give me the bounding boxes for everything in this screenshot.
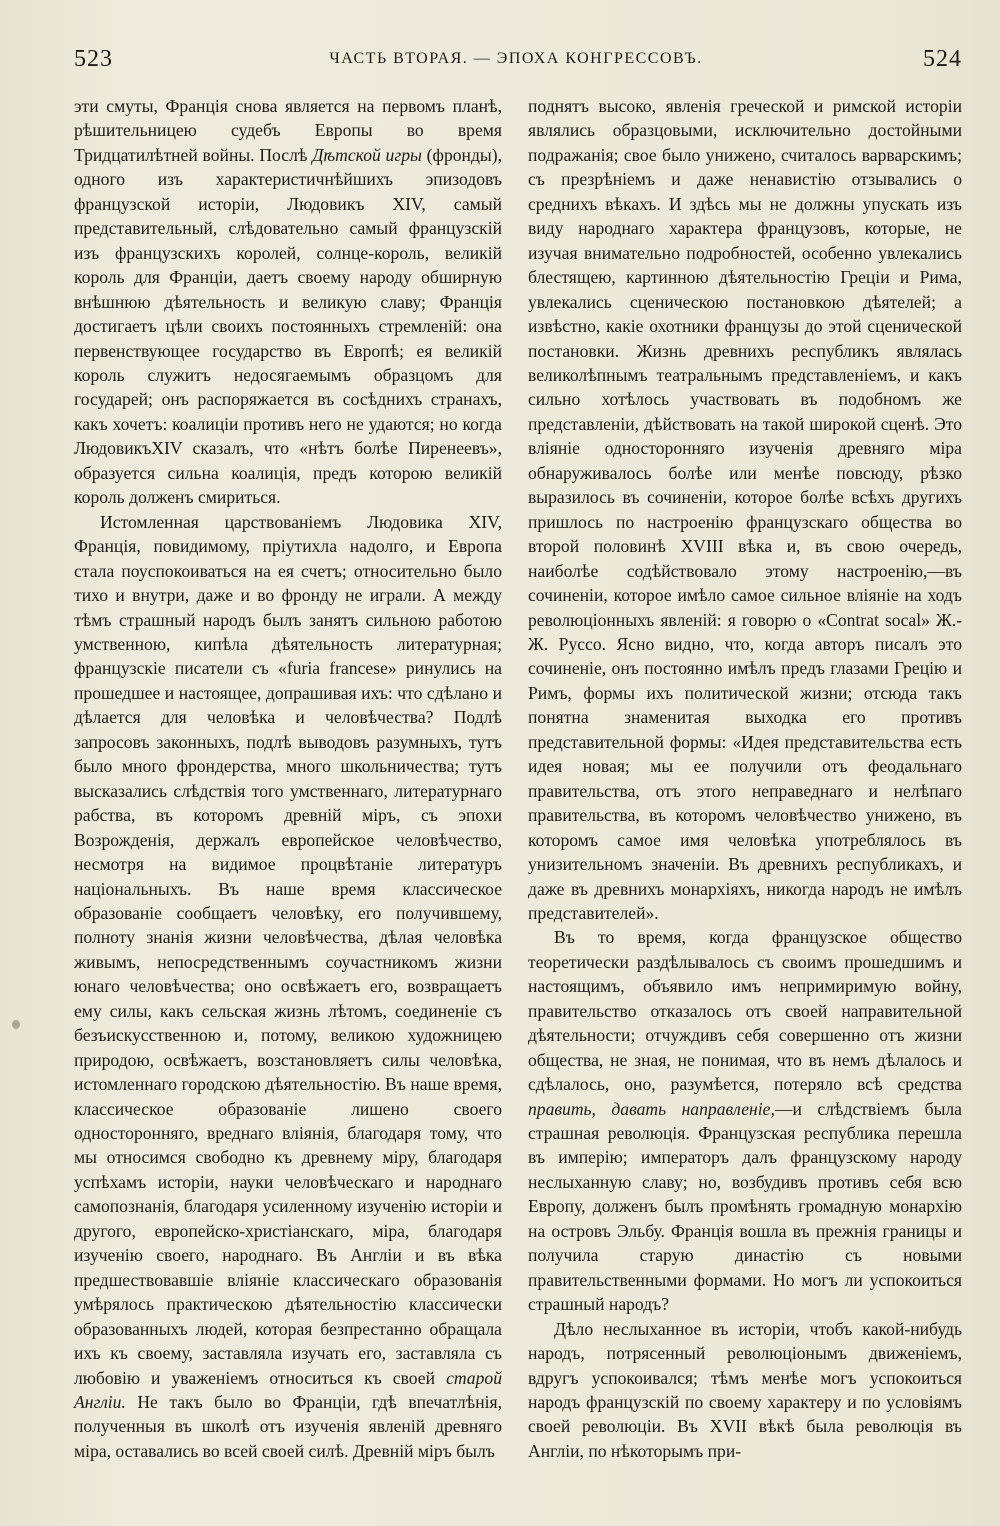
left-p2-text-a: Истомленная царствованіемъ Людовика XIV, Франція, повидимому, пріутихла надолго, и Европа стала поуспокоиваться на ея счетъ; относительно было тихо и внутри, даже и во фронду не играли. А между тѣмъ страшный народъ былъ занятъ сильною работою умственною, кипѣла дѣятельность литературная; французскіе писатели съ «furia francese» ринулись на прошедшее и настоящее, допрашивая ихъ: что сдѣлано и дѣлается для человѣка и человѣчества? Подлѣ запросовъ законныхъ, подлѣ выводовъ разумныхъ, тутъ было много фрондерства, много школьничества; тутъ высказались слѣдствія того умственнаго, литературнаго рабства, въ которомъ древній міръ, съ эпохи Возрожденія, держалъ европейское человѣчество, несмотря на видимое процвѣтаніе литературъ національныхъ. Въ наше время классическое образованіе сообщаетъ человѣку, его получившему, полноту знанія жизни человѣчества, дѣлая человѣка живымъ, непосредственнымъ соучастникомъ жизни юнаго человѣчества; оно освѣжаетъ его, возвращаетъ ему силы, какъ сельская жизнь лѣтомъ, соединеніе съ безъискусственною и, потому, великою художницею природою, освѣжаетъ, возстановляетъ силы человѣка, истомленнаго городскою дѣятельностію. Въ наше время, классическое образованіе лишено своего односторонняго, вреднаго вліянія, благодаря тому, что мы относимся свободно къ древнему міру, благодаря успѣхамъ исторіи, науки человѣческаго и народнаго самопознанія, благодаря усиленному изученію исторіи и другого, европейско-христіанскаго, міра, благодаря изученію своего, народнаго. Въ Англіи и въ вѣка предшествовавшіе вліяніе классическаго образованія умѣрялось практическою дѣятельностію классически образованныхъ людей, которая безпрестанно обращала ихъ къ своему, заставляла изучать его, заставляла съ любовію и уваженіемъ относиться къ своей — [74, 511, 502, 1388]
left-p1-text-a: эти смуты, Франція снова является на первомъ планѣ, рѣшительницею судебъ Европы во время Тридцатилѣтней войны. Послѣ — [74, 96, 502, 165]
left-page-number: 523 — [74, 46, 113, 72]
left-paragraph-2 — [74, 510, 502, 1464]
paper-spot — [12, 1020, 20, 1029]
right-p2-text-b: —и слѣдствіемъ была страшная революція. Французская республика перешла въ имперію; императоръ далъ французскому народу неслыханную славу; но, возбудивъ противъ себя всю Европу, долженъ былъ промѣнять громадную монархію на островъ Эльбу. Франція вошла въ прежнія границы и получила старую династію съ новыми правительственными формами. Но могъ ли успокоиться страшный народъ? — [528, 1098, 962, 1315]
right-page-number: 524 — [923, 46, 962, 72]
left-p1-text-b: (фронды), одного изъ характеристичнѣйшихъ эпизодовъ французской исторіи, Людовикъ XIV, самый представительный, слѣдовательно самый французскій изъ французскихъ королей, солнце-король, великій король для Франціи, даетъ своему народу обширную внѣшнюю дѣятельность и великую славу; Франція достигаетъ цѣли своихъ постоянныхъ стремленій: она первенствующее государство въ Европѣ; ея великій король служитъ недосягаемымъ образцомъ для государей; онъ распоряжается въ сосѣднихъ странахъ, какъ хочетъ: коалиціи противъ него не удаются; но когда ЛюдовикъXIV сказалъ, что «нѣтъ болѣе Пиренеевъ», образуется сильна коалиція, предъ которою великій король долженъ смириться. — [74, 144, 502, 508]
left-column — [74, 94, 502, 1463]
right-column — [528, 94, 962, 1463]
left-paragraph-1 — [74, 94, 502, 510]
right-paragraph-2 — [528, 925, 962, 1316]
page-header — [70, 46, 962, 86]
right-paragraph-1: поднятъ высоко, явленія греческой и римской исторіи являлись образцовыми, исключительно достойными подражанія; свое было унижено, считалось варварскимъ; съ презрѣніемъ и даже ненавистію отзывались о среднихъ вѣкахъ. И здѣсь мы не должны упускать изъ виду народнаго характера французовъ, которые, не изучая внимательно подробностей, особенно увлекались блестящею, картинною дѣятельностію Греціи и Рима, увлекались сценическою постановкою дѣятелей; а извѣстно, какіе охотники французы до этой сценической постановки. Жизнь древнихъ республикъ являлась великолѣпнымъ театральнымъ представленіемъ, и какъ сильно хотѣлось участвовать въ подобномъ же представленіи, дѣйствовать на такой широкой сценѣ. Это вліяніе односторонняго изученія древняго міра обнаруживалось болѣе или менѣе повсюду, рѣзко выразилось въ сочиненіи, которое болѣе всѣхъ другихъ пришлось по настроенію французскаго общества во второй половинѣ XVIII вѣка и, въ свою очередь, наиболѣе содѣйствовало этому настроенію,—въ сочиненіи, которое имѣло самое сильное вліяніе на ходъ революціонныхъ явленій: я говорю о «Contrat socal» Ж.-Ж. Руссо. Ясно видно, что, когда авторъ писалъ это сочиненіе, онъ постоянно имѣлъ предъ глазами Грецію и Римъ, формы ихъ политической жизни; отсюда такъ понятна знаменитая выходка его противъ представительной формы: «Идея представительства есть идея новая; мы ее получили отъ феодальнаго правительства, отъ этого неправеднаго и нелѣпаго правительства, въ которомъ человѣчество унижено, въ которомъ самое имя человѣка употреблялось въ унизительномъ значеніи. Въ древнихъ республикахъ, и даже въ древнихъ монархіяхъ, никогда народъ не имѣлъ представителей». — [528, 96, 962, 923]
right-p2-text-a: Въ то время, когда французское общество теоретически раздѣлывалось съ своимъ прошедшимъ и настоящимъ, объявило имъ непримиримую войну, правительство отказалось отъ своей направительной дѣятельности; отчуждивъ себя совершенно отъ жизни общества, не зная, не понимая, что въ немъ дѣлалось и сдѣлалось, оно, разумѣется, потеряло всѣ средства — [528, 927, 962, 1095]
left-p2-text-b: Не такъ было во Франціи, гдѣ впечатлѣнія, полученныя въ школѣ отъ изученія явленій древняго міра, оставались во всей своей силѣ. Древній міръ былъ — [74, 1392, 502, 1461]
right-p2-italic: править, давать направленіе, — [528, 1098, 775, 1119]
left-p1-italic: Дѣтской игры — [312, 144, 422, 165]
right-paragraph-3: Дѣло неслыханное въ исторіи, чтобъ какой-нибудь народъ, потрясенный революціонымъ движеніемъ, вдругъ успокоивался; тѣмъ менѣе могъ успокоиться народъ французскій по своему характеру и по условіямъ своей революціи. Въ XVII вѣкѣ была революція въ Англіи, по нѣкоторымъ при- — [528, 1318, 962, 1461]
left-p2-italic: старой Англіи. — [74, 1367, 502, 1413]
running-title: ЧАСТЬ ВТОРАЯ. — ЭПОХА КОНГРЕССОВЪ. — [329, 50, 703, 67]
